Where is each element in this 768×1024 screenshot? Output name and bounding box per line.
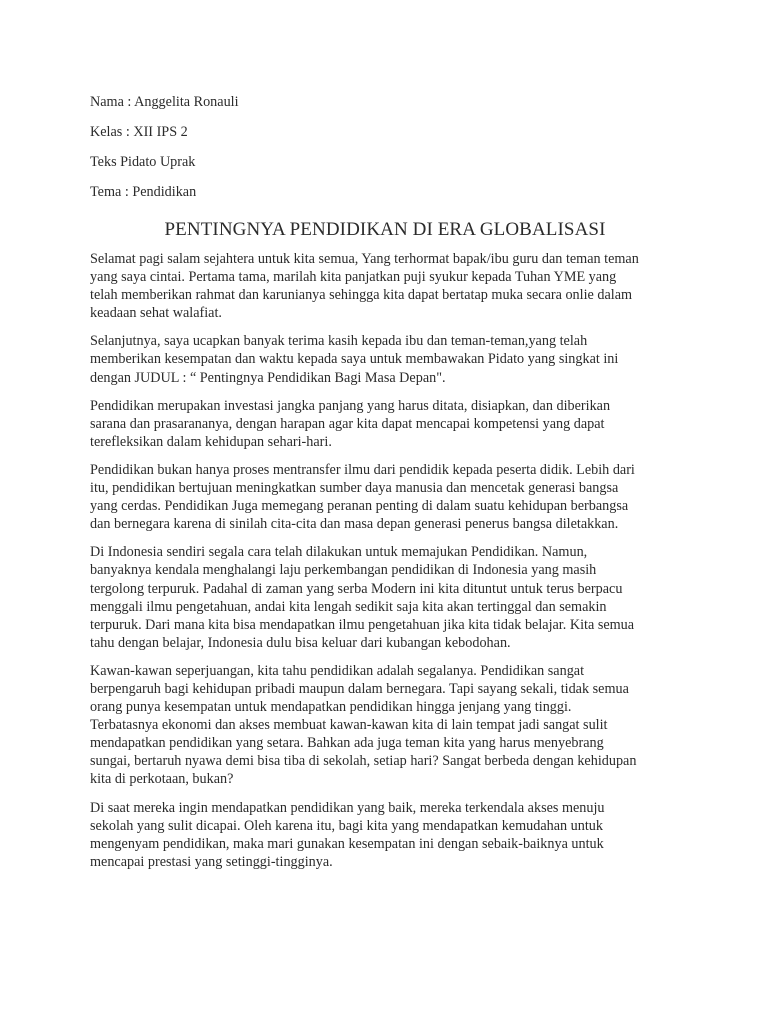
paragraph-line: sarana dan prasarananya, dengan harapan agar kita dapat mencapai kompetensi yang dapat	[90, 415, 605, 432]
paragraph-line: Kawan-kawan seperjuangan, kita tahu pendidikan adalah segalanya. Pendidikan sangat	[90, 662, 585, 679]
paragraph-line: Selamat pagi salam sejahtera untuk kita semua, Yang terhormat bapak/ibu guru dan teman teman	[90, 251, 639, 267]
paragraph-line: yang saya cintai. Pertama tama, marilah kita panjatkan puji syukur kepada Tuhan YME yang	[90, 269, 617, 286]
paragraph-line: Terbatasnya ekonomi dan akses membuat kawan-kawan kita di lain tempat jadi sangat sulit	[90, 717, 608, 734]
meta-class: Kelas : XII IPS 2	[90, 124, 188, 140]
paragraph-line: keadaan sehat walafiat.	[90, 305, 222, 322]
paragraph-line: sekolah yang sulit dicapai. Oleh karena itu, bagi kita yang mendapatkan kemudahan untuk	[90, 817, 603, 834]
paragraph-line: mendapatkan pendidikan yang setara. Bahkan ada juga teman kita yang harus menyebrang	[90, 735, 604, 752]
paragraph-line: tahu dengan belajar, Indonesia dulu bisa keluar dari kubangan kebodohan.	[90, 634, 511, 651]
paragraph-line: orang punya kesempatan untuk mendapatkan pendidikan hingga jenjang yang tinggi.	[90, 699, 572, 716]
paragraph-line: berpengaruh bagi kehidupan pribadi maupun dalam bernegara. Tapi sayang sekali, tidak semua	[90, 680, 629, 697]
paragraph-line: terefleksikan dalam kehidupan sehari-hari.	[90, 433, 332, 450]
paragraph-line: Pendidikan merupakan investasi jangka panjang yang harus ditata, disiapkan, dan diberikan	[90, 397, 611, 414]
paragraph-line: mencapai prestasi yang setinggi-tingginya.	[90, 853, 333, 870]
meta-text-type: Teks Pidato Uprak	[90, 154, 196, 170]
paragraph-line: telah memberikan rahmat dan karunianya sehingga kita dapat bertatap muka secara onlie dalam	[90, 287, 633, 304]
paragraph-line: yang cerdas. Pendidikan Juga memegang peranan penting di dalam suatu kehidupan berbangsa	[90, 498, 629, 515]
paragraph-line: banyaknya kendala menghalangi laju perkembangan pendidikan di Indonesia yang masih	[90, 562, 597, 579]
paragraph-line: dan bernegara karena di sinilah cita-cita dan masa depan generasi penerus bangsa diletakkan.	[90, 516, 619, 533]
document-title: PENTINGNYA PENDIDIKAN DI ERA GLOBALISASI	[164, 219, 606, 240]
paragraph	[90, 250, 690, 322]
paragraph	[90, 332, 690, 386]
paragraph-line: terpuruk. Dari mana kita bisa mendapatkan ilmu pengetahuan jika kita tidak belajar. Kita semua	[90, 616, 635, 633]
speech-body	[90, 250, 690, 871]
paragraph	[90, 461, 690, 533]
paragraph-line: sungai, bertaruh nyawa demi bisa tiba di sekolah, setiap hari? Sangat berbeda dengan kehidupan	[90, 753, 637, 770]
paragraph	[90, 799, 690, 871]
paragraph-line: memberikan kesempatan dan waktu kepada saya untuk membawakan Pidato yang singkat ini	[90, 351, 619, 368]
paragraph-line: Di saat mereka ingin mendapatkan pendidikan yang baik, mereka terkendala akses menuju	[90, 799, 605, 816]
paragraph-line: itu, pendidikan bertujuan meningkatkan sumber daya manusia dan mencetak generasi bangsa	[90, 480, 619, 497]
paragraph	[90, 543, 690, 652]
paragraph-line: tergolong terpuruk. Padahal di zaman yang serba Modern ini kita dituntut untuk terus berpacu	[90, 580, 623, 597]
document-page	[90, 93, 690, 881]
paragraph-line: Pendidikan bukan hanya proses mentransfer ilmu dari pendidik kepada peserta didik. Lebih dari	[90, 461, 635, 478]
paragraph	[90, 397, 690, 451]
meta-theme: Tema : Pendidikan	[90, 184, 197, 200]
paragraph-line: menggali ilmu pengetahuan, andai kita lengah sedikit saja kita akan tertinggal dan semakin	[90, 598, 607, 615]
paragraph	[90, 662, 690, 789]
meta-name: Nama : Anggelita Ronauli	[90, 94, 239, 110]
paragraph-line: mengenyam pendidikan, maka mari gunakan kesempatan ini dengan sebaik-baiknya untuk	[90, 835, 604, 852]
paragraph-line: Di Indonesia sendiri segala cara telah dilakukan untuk memajukan Pendidikan. Namun,	[90, 544, 588, 561]
paragraph-line: kita di perkotaan, bukan?	[90, 771, 234, 788]
paragraph-line: dengan JUDUL : “ Pentingnya Pendidikan Bagi Masa Depan".	[90, 369, 446, 386]
paragraph-line: Selanjutnya, saya ucapkan banyak terima kasih kepada ibu dan teman-teman,yang telah	[90, 333, 588, 350]
